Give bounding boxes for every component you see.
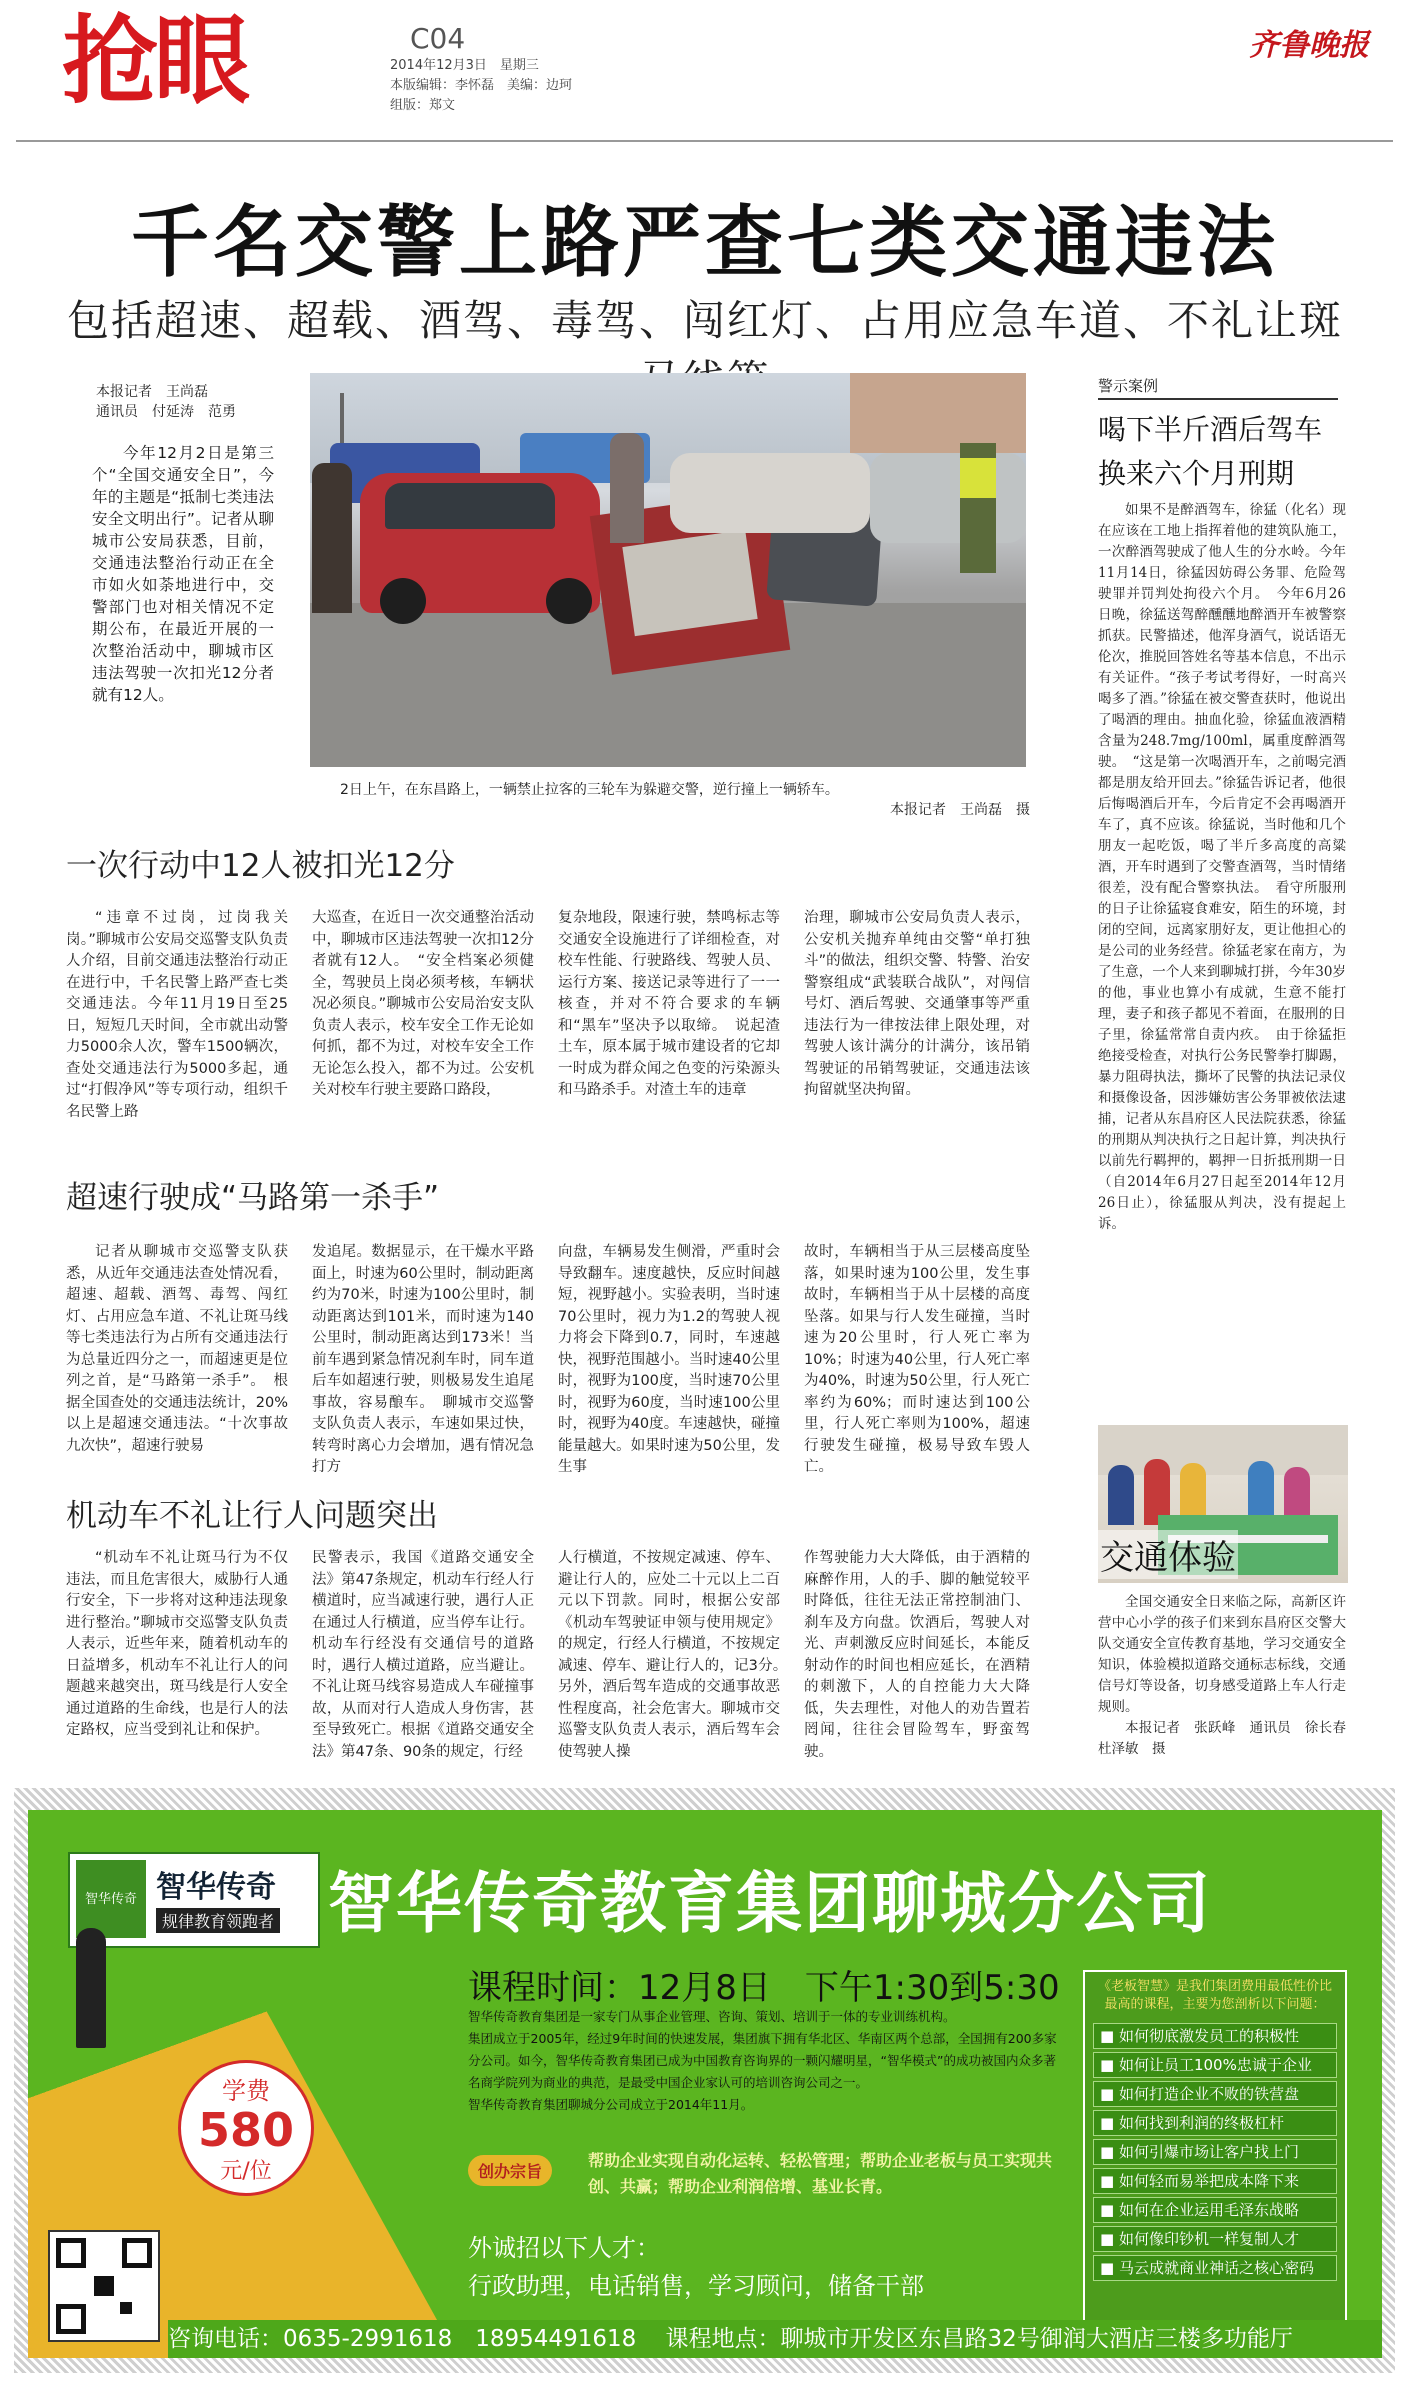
photo-credit: 本报记者 王尚磊 摄 xyxy=(890,802,1030,818)
ad-course-time-label: 课程时间： xyxy=(468,1968,638,2008)
ad-question: ■ 如何让员工100%忠诚于企业 xyxy=(1093,2052,1337,2078)
ad-question: ■ 如何彻底激发员工的积极性 xyxy=(1093,2023,1337,2049)
ad-question: ■ 如何找到利润的终极杠杆 xyxy=(1093,2110,1337,2136)
ad-question: ■ 如何轻而易举把成本降下来 xyxy=(1093,2168,1337,2194)
photo-caption-block xyxy=(340,780,1030,820)
article-lead: 今年12月2日是第三个“全国交通安全日”，今年的主题是“抵制七类违法安全文明出行”。记者从聊城市公安局获悉，目前，交通违法整治行动正在全市如火如荼地进行中，交警部门也对相关情况不定期公布，在最近开展的一次整治活动中，聊城市区违法驾驶一次扣光12分者就有12人。 xyxy=(92,444,274,704)
section-3-col-2: 民警表示，我国《道路交通安全法》第47条规定，机动车行经人行横道时，应当减速行驶，遇行人正在通过人行横道，应当停车让行。机动车行经没有交通信号的道路时，遇行人横过道路，应当避让。不礼让斑马线容易造成人车碰撞事故，从而对行人造成人身伤害，甚至导致死亡。根据《道路交通安全法》第47条、90条的规定，行经 xyxy=(312,1550,534,1760)
ad-recruit-list: 行政助理，电话销售，学习顾问，储备干部 xyxy=(468,2272,924,2300)
sidebar-photo-text: 全国交通安全日来临之际，高新区许营中心小学的孩子们来到东昌府区交警大队交通安全宣传教育基地，学习交通安全知识，体验模拟道路交通标志标线，交通信号灯等设备，切身感受道路上车人行走规则。 xyxy=(1098,1594,1346,1715)
editor-line: 本版编辑：李怀磊 美编：边珂 xyxy=(390,78,573,93)
ad-question: ■ 如何引爆市场让客户找上门 xyxy=(1093,2139,1337,2165)
section-1-col-1: “违章不过岗，过岗我关岗。”聊城市公安局交巡警支队负责人介绍，目前交通违法整治行动正在进行中，千名民警上路严查七类交通违法。今年11月19日至25日，短短几天时间，全市就出动警力5000余人次，警车1500辆次，查处交通违法行为5000多起，通过“打假净风”等专项行动，组织千名民警上路 xyxy=(66,910,288,1120)
ad-venue: 聊城市开发区东昌路32号御润大酒店三楼多功能厅 xyxy=(780,2326,1293,2352)
ad-intro-line-3: 智华传奇教育集团聊城分公司成立于2014年11月。 xyxy=(468,2097,754,2112)
ad-logo xyxy=(68,1852,320,1948)
section-3-col-3: 人行横道，不按规定减速、停车、避让行人的，应处二十元以上二百元以下罚款。同时，根据公安部《机动车驾驶证申领与使用规定》的规定，行经人行横道，不按规定减速、停车、避让行人的，记3分。 另外，酒后驾车造成的交通事故恶性程度高，社会危害大。聊城市交巡警支队负责人表示，酒后驾车会使驾驶人操 xyxy=(558,1550,795,1760)
ad-mission-label: 创办宗旨 xyxy=(468,2155,552,2186)
sidebar-photo-credit: 本报记者 张跃峰 通讯员 徐长春 杜泽敏 摄 xyxy=(1098,1720,1360,1757)
ad-fee-unit: 元/位 xyxy=(220,2159,272,2184)
ad-panel xyxy=(28,1810,1382,2358)
sidebar-photo-text-block xyxy=(1098,1592,1360,1760)
section-3-title: 机动车不礼让行人问题突出 xyxy=(66,1498,438,1534)
section-3-col-4: 作驾驶能力大大降低，由于酒精的麻醉作用，人的手、脚的触觉较平时降低，往往无法正常控制油门、刹车及方向盘。饮酒后，驾驶人对光、声刺激反应时间延长，本能反射动作的时间也相应延长，在酒精的刺激下，人的自控能力大大降低，失去理性，对他人的劝告置若罔闻，往往会冒险驾车，野蛮驾驶。 xyxy=(804,1550,1030,1760)
ad-venue-label: 课程地点： xyxy=(665,2326,781,2352)
ad-recruit-title: 外诚招以下人才： xyxy=(468,2234,660,2262)
ad-question: ■ 如何像印钞机一样复制人才 xyxy=(1093,2226,1337,2252)
ad-intro-line-2: 集团成立于2005年，经过9年时间的快速发展，集团旗下拥有华北区、华南区两个总部，全国拥有200多家分公司。如今，智华传奇教育集团已成为中国教育咨询界的一颗闪耀明星，“智华模式”的成功被国内众多著名商学院列为商业的典范，是最受中国企业家认可的培训咨询公司之一。 xyxy=(468,2031,1057,2090)
ad-intro xyxy=(468,2006,1068,2116)
ad-mission: 帮助企业实现自动化运转、轻松管理；帮助企业老板与员工实现共创、共赢；帮助企业利润倍增、基业长青。 xyxy=(588,2151,1053,2196)
ad-contact-bar xyxy=(168,2320,1382,2358)
section-2-col-2: 发追尾。数据显示，在干燥水平路面上，时速为60公里时，制动距离约为70米，时速为100公里时，制动距离达到101米，而时速为140公里时，制动距离达到173米！当前车遇到紧急情况刹车时，同车道后车如超速行驶，则极易发生追尾事故，容易酿车。 聊城市交巡警支队负责人表示，车速如果过快，转弯时离心力会增加，遇有情况急打方 xyxy=(312,1244,534,1475)
ad-brand-slogan: 规律教育领跑者 xyxy=(156,1908,280,1933)
article-subheadline: 包括超速、超载、酒驾、毒驾、闯红灯、占用应急车道、不礼让斑 xyxy=(66,296,1343,345)
byline xyxy=(96,382,296,422)
section-2-title: 超速行驶成“马路第一杀手” xyxy=(66,1180,440,1216)
byline-correspondent: 通讯员 付延涛 范勇 xyxy=(96,404,236,420)
ad-fee-label: 学费 xyxy=(222,2077,270,2105)
section-3-col-1: “机动车不礼让斑马行为不仅违法，而且危害很大，威胁行人通行安全，下一步将对这种违法现象进行整治。”聊城市交巡警支队负责人表示，近些年来，随着机动车的日益增多，机动车不礼让行人的问题越来越突出，斑马线是行人安全通过道路的生命线，也是行人的法定路权，应当受到礼让和保护。 xyxy=(66,1550,288,1738)
photo-caption: 2日上午，在东昌路上，一辆禁止拉客的三轮车为躲避交警，逆行撞上一辆轿车。 xyxy=(340,782,839,798)
section-2-col-1: 记者从聊城市交巡警支队获悉，从近年交通违法查处情况看，超速、超载、酒驾、毒驾、闯红灯、占用应急车道、不礼让斑马线等七类违法行为占所有交通违法行为总量近四分之一，而超速更是位列之首，是“马路第一杀手”。 根据全国查处的交通违法统计，20%以上是超速交通违法。“十次事故九次快”，超速行驶易 xyxy=(66,1244,288,1454)
section-1-col-3: 复杂地段，限速行驶，禁鸣标志等交通安全设施进行了详细检查，对校车性能、行驶路线、驾驶人员、运行方案、接送记录等进行了一一核查，并对不符合要求的车辆和“黑车”坚决予以取缔。 说起渣土车，原本属于城市建设者的它却一时成为群众闻之色变的污染源头和马路杀手。对渣土车的违章 xyxy=(558,910,780,1098)
edition-meta xyxy=(390,56,572,116)
header-divider xyxy=(16,140,1393,142)
ad-intro-line-1: 智华传奇教育集团是一家专门从事企业管理、咨询、策划、培训于一体的专业训练机构。 xyxy=(468,2009,956,2024)
newspaper-logo: 齐鲁晚报 xyxy=(1249,28,1369,63)
ad-question: ■ 如何在企业运用毛泽东战略 xyxy=(1093,2197,1337,2223)
news-photo xyxy=(310,373,1026,767)
ad-question: ■ 如何打造企业不败的铁营盘 xyxy=(1093,2081,1337,2107)
page-number: C04 xyxy=(410,22,466,55)
section-masthead: 抢眼 xyxy=(62,5,246,117)
ad-qr-code[interactable] xyxy=(48,2230,160,2342)
ad-logo-mark: 智华传奇 xyxy=(76,1860,146,1938)
ad-questions-title: 《老板智慧》是我们集团费用最低性价比最高的课程，主要为您剖析以下问题： xyxy=(1097,1979,1332,2012)
section-1-col-2: 大巡查，在近日一次交通整治活动中，聊城市区违法驾驶一次扣12分者就有12人。 “安全档案必须健全，驾驶员上岗必须考核，车辆状况必须良。”聊城市公安局治安支队负责人表示，校车安全工作无论如何抓，都不为过，对校车安全工作无论怎么投入，都不为过。公安机关对校车行驶主要路口路段， xyxy=(312,910,534,1098)
sidebar-photo-title: 交通体验 xyxy=(1098,1530,1238,1579)
ad-course-time-value: 12月8日 下午1:30到5:30 xyxy=(638,1968,1060,2008)
ad-title: 智华传奇教育集团聊城分公司 xyxy=(328,1865,1212,1942)
section-1-col-4: 治理，聊城市公安局负责人表示，公安机关抛弃单纯由交警“单打独斗”的做法，组织交警、特警、治安警察组成“武装联合战队”，对闯信号灯、酒后驾驶、交通肇事等严重违法行为一律按法律上限处理，对驾驶人该计满分的计满分，该吊销驾驶证的吊销驾驶证，交通违法该拘留就坚决拘留。 xyxy=(804,910,1030,1098)
byline-reporter: 本报记者 王尚磊 xyxy=(96,384,208,400)
ad-phones: 0635-2991618 18954491618 xyxy=(283,2326,637,2352)
section-1-title: 一次行动中12人被扣光12分 xyxy=(66,848,455,884)
ad-fee-value: 580 xyxy=(197,2103,295,2157)
ad-businessman-figure xyxy=(76,1928,106,2048)
ad-questions-box xyxy=(1083,1970,1347,2346)
sidebar-body: 如果不是醉酒驾车，徐猛（化名）现在应该在工地上指挥着他的建筑队施工，一次醉酒驾驶成了他人生的分水岭。今年11月14日，徐猛因妨碍公务罪、危险驾驶罪并罚判处拘役六个月。 今年6月26日晚，徐猛送驾醉醺醺地醉酒开车被警察抓获。民警描述，他浑身酒气，说话语无伦次，推脱回答姓名等基本信息，不出示有关证件。“孩子考试考得好，一时高兴喝多了酒。”徐猛在被交警查获时，他说出了喝酒的理由。抽血化验，徐猛血液酒精含量为248.7mg/100ml，属重度醉酒驾驶。 “这是第一次喝酒开车，之前喝完酒都是朋友给开回去。”徐猛告诉记者，他很后悔喝酒后开车，今后肯定不会再喝酒开车了，真不应该。徐猛说，当时他和几个朋友一起吃饭，喝了半斤多高度的高粱酒，开车时遇到了交警查酒驾，当时情绪很差，没有配合警察执法。 看守所服刑的日子让徐猛寝食难安，陌生的环境，封闭的空间，远离家朋好友，更让他担心的是公司的业务经营。徐猛老家在南方，为了生意，一个人来到聊城打拼，今年30岁的他，事业也算小有成就，生意不能打理，妻子和孩子都见不着面，在服刑的日子里，徐猛常常自责内疚。 由于徐猛拒绝接受检查，对执行公务民警拳打脚踢，暴力阻碍执法，撕坏了民警的执法记录仪和摄像设备，因涉嫌妨害公务罪被依法逮捕，记者从东昌府区人民法院获悉，徐猛的刑期从判决执行之日起计算，判决执行以前先行羁押的，羁押一日折抵刑期一日（自2014年6月27日起至2014年12月26日止），徐猛服从判决，没有提起上诉。 xyxy=(1098,502,1346,1232)
article-headline: 千名交警上路严查七类交通违法 xyxy=(130,198,1279,288)
ad-question: ■ 马云成就商业神话之核心密码 xyxy=(1093,2255,1337,2281)
ad-phone-label: 咨询电话： xyxy=(168,2326,283,2352)
layout-line: 组版：郑文 xyxy=(390,98,456,113)
ad-brand-name: 智华传奇 xyxy=(156,1870,276,1905)
date-line: 2014年12月3日 星期三 xyxy=(390,58,539,73)
sidebar-title: 喝下半斤酒后驾车换来六个月刑期 xyxy=(1098,413,1323,490)
ad-course-time xyxy=(468,1960,1060,2009)
section-2-col-4: 故时，车辆相当于从三层楼高度坠落，如果时速为100公里，发生事故时，车辆相当于从十层楼的高度坠落。如果与行人发生碰撞，当时速为20公里时，行人死亡率为10%；时速为40公里，行人死亡率为40%，时速为50公里，行人死亡率约为60%；而时速达到100公里，行人死亡率则为100%，超速行驶发生碰撞，极易导致车毁人亡。 xyxy=(804,1244,1030,1475)
ad-fee-badge xyxy=(178,2060,314,2196)
advertisement xyxy=(14,1788,1395,2373)
section-2-col-3: 向盘，车辆易发生侧滑，严重时会导致翻车。速度越快，反应时间越短，视野越小。实验表明，当时速70公里时，视力为1.2的驾驶人视力将会下降到0.7，同时，车速越快，视野范围越小。当时速40公里时，视野为100度，当时速70公里时，视野为60度，当时速100公里时，视野为40度。车速越快，碰撞能量越大。如果时速为50公里，发生事 xyxy=(558,1244,780,1475)
sidebar-tag: 警示案例 xyxy=(1098,375,1338,400)
